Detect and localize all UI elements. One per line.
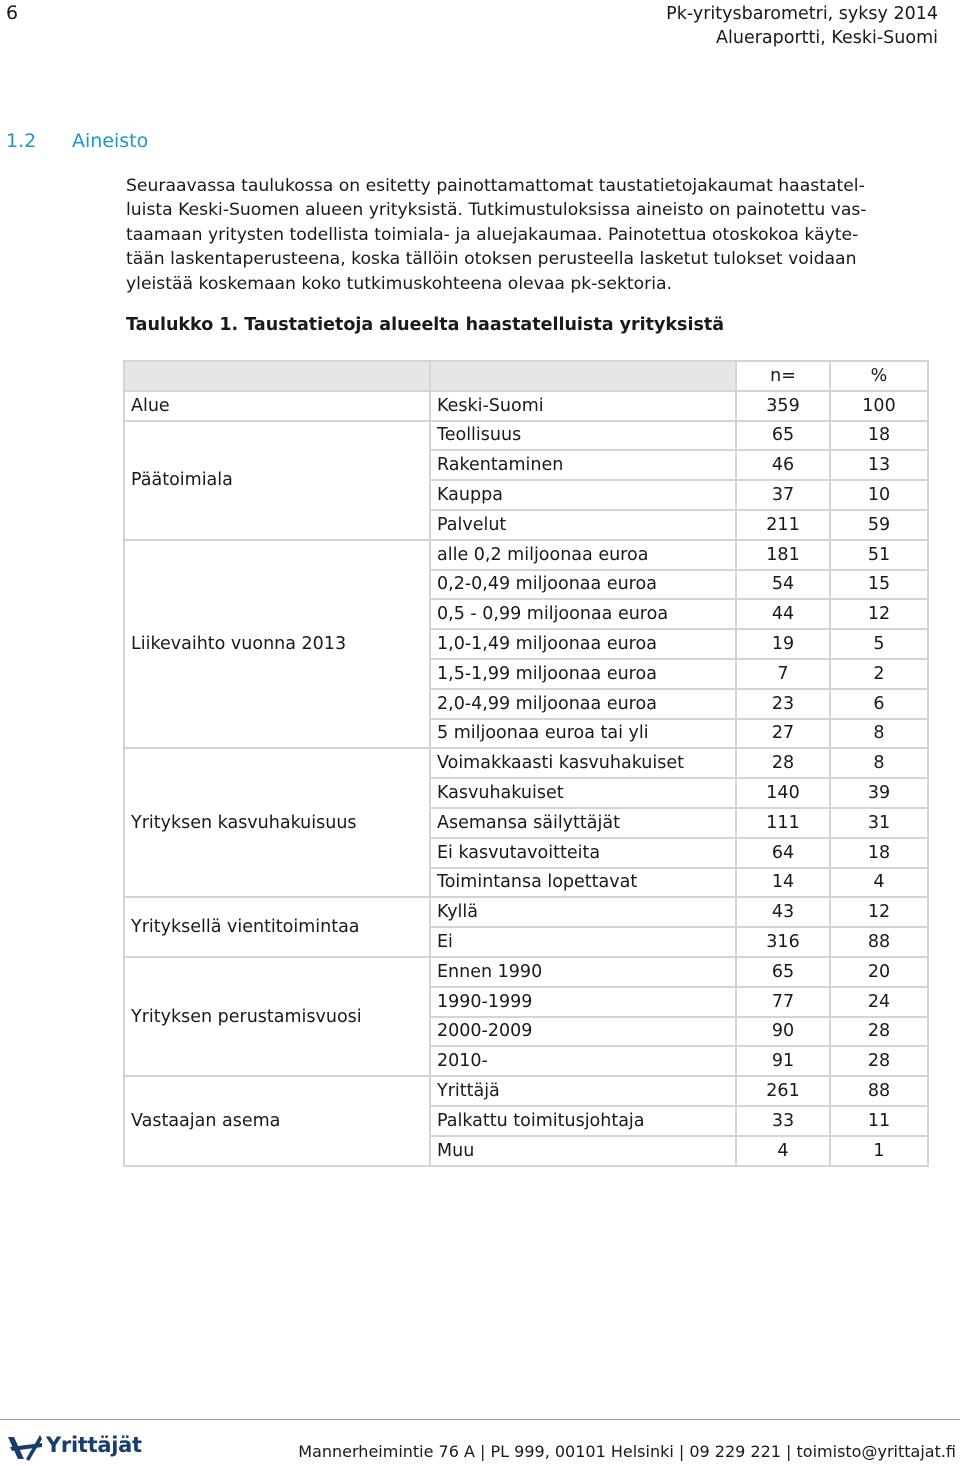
section-title: Aineisto	[72, 130, 149, 152]
page-number: 6	[6, 2, 19, 24]
percent-cell: 18	[830, 421, 928, 451]
n-cell: 4	[736, 1136, 830, 1166]
percent-cell: 28	[830, 1017, 928, 1047]
logo-text: Yrittäjät	[46, 1433, 142, 1457]
percent-cell: 5	[830, 629, 928, 659]
item-cell: Palvelut	[430, 510, 736, 540]
n-cell: 91	[736, 1046, 830, 1076]
item-cell: Asemansa säilyttäjät	[430, 808, 736, 838]
n-cell: 33	[736, 1106, 830, 1136]
intro-paragraph	[126, 174, 946, 296]
column-header-percent: %	[830, 361, 928, 391]
item-cell: 2,0-4,99 miljoonaa euroa	[430, 689, 736, 719]
group-label: Yrityksen perustamisvuosi	[124, 957, 430, 1076]
percent-cell: 2	[830, 659, 928, 689]
section-heading	[6, 130, 148, 152]
n-cell: 46	[736, 450, 830, 480]
percent-cell: 12	[830, 599, 928, 629]
group-label: Yrityksen kasvuhakuisuus	[124, 748, 430, 897]
n-cell: 28	[736, 748, 830, 778]
yrittajat-logo	[6, 1431, 142, 1465]
item-cell: 1,5-1,99 miljoonaa euroa	[430, 659, 736, 689]
table-row	[124, 1076, 928, 1106]
n-cell: 359	[736, 391, 830, 421]
background-data-table	[123, 360, 929, 1167]
header-empty-cell	[430, 361, 736, 391]
n-cell: 65	[736, 421, 830, 451]
n-cell: 65	[736, 957, 830, 987]
percent-cell: 12	[830, 897, 928, 927]
percent-cell: 31	[830, 808, 928, 838]
intro-line: taamaan yritysten todellista toimiala- ja aluejakaumaa. Painotettua otoskokoa käyte-	[126, 224, 859, 245]
percent-cell: 88	[830, 1076, 928, 1106]
percent-cell: 18	[830, 838, 928, 868]
n-cell: 7	[736, 659, 830, 689]
table-row	[124, 957, 928, 987]
percent-cell: 8	[830, 748, 928, 778]
n-cell: 211	[736, 510, 830, 540]
n-cell: 27	[736, 719, 830, 749]
item-cell: 2000-2009	[430, 1017, 736, 1047]
header-empty-cell	[124, 361, 430, 391]
percent-cell: 6	[830, 689, 928, 719]
finnish-flag-mark-icon	[6, 1431, 44, 1465]
n-cell: 37	[736, 480, 830, 510]
percent-cell: 59	[830, 510, 928, 540]
item-cell: 1990-1999	[430, 987, 736, 1017]
item-cell: alle 0,2 miljoonaa euroa	[430, 540, 736, 570]
n-cell: 181	[736, 540, 830, 570]
intro-line: luista Keski-Suomen alueen yrityksistä. Tutkimustuloksissa aineisto on painotettu vas-	[126, 200, 867, 221]
footer-contact: Mannerheimintie 76 A | PL 999, 00101 Helsinki | 09 229 221 | toimisto@yrittajat.fi	[298, 1442, 956, 1461]
table-header-row	[124, 361, 928, 391]
table-row	[124, 540, 928, 570]
item-cell: 2010-	[430, 1046, 736, 1076]
item-cell: 0,5 - 0,99 miljoonaa euroa	[430, 599, 736, 629]
group-label: Alue	[124, 391, 430, 421]
percent-cell: 11	[830, 1106, 928, 1136]
item-cell: Rakentaminen	[430, 450, 736, 480]
item-cell: Keski-Suomi	[430, 391, 736, 421]
percent-cell: 51	[830, 540, 928, 570]
item-cell: Kasvuhakuiset	[430, 778, 736, 808]
percent-cell: 15	[830, 570, 928, 600]
n-cell: 140	[736, 778, 830, 808]
item-cell: 5 miljoonaa euroa tai yli	[430, 719, 736, 749]
table-row	[124, 897, 928, 927]
percent-cell: 39	[830, 778, 928, 808]
intro-line: yleistää koskemaan koko tutkimuskohteena olevaa pk-sektoria.	[126, 273, 673, 294]
table-caption: Taulukko 1. Taustatietoja alueelta haastatelluista yrityksistä	[126, 315, 725, 335]
item-cell: Ei kasvutavoitteita	[430, 838, 736, 868]
footer-divider	[0, 1419, 960, 1420]
item-cell: Yrittäjä	[430, 1076, 736, 1106]
percent-cell: 1	[830, 1136, 928, 1166]
item-cell: Kyllä	[430, 897, 736, 927]
percent-cell: 88	[830, 927, 928, 957]
table-row	[124, 391, 928, 421]
item-cell: Kauppa	[430, 480, 736, 510]
n-cell: 316	[736, 927, 830, 957]
group-label: Päätoimiala	[124, 421, 430, 540]
n-cell: 64	[736, 838, 830, 868]
table-row	[124, 421, 928, 451]
n-cell: 54	[736, 570, 830, 600]
percent-cell: 24	[830, 987, 928, 1017]
item-cell: Palkattu toimitusjohtaja	[430, 1106, 736, 1136]
item-cell: Ei	[430, 927, 736, 957]
percent-cell: 28	[830, 1046, 928, 1076]
percent-cell: 10	[830, 480, 928, 510]
group-label: Vastaajan asema	[124, 1076, 430, 1165]
item-cell: Voimakkaasti kasvuhakuiset	[430, 748, 736, 778]
percent-cell: 4	[830, 868, 928, 898]
n-cell: 43	[736, 897, 830, 927]
group-label: Liikevaihto vuonna 2013	[124, 540, 430, 749]
percent-cell: 100	[830, 391, 928, 421]
item-cell: Teollisuus	[430, 421, 736, 451]
n-cell: 23	[736, 689, 830, 719]
n-cell: 90	[736, 1017, 830, 1047]
section-number: 1.2	[6, 130, 37, 152]
table-row	[124, 748, 928, 778]
n-cell: 14	[736, 868, 830, 898]
intro-line: tään laskentaperusteena, koska tällöin otoksen perusteella lasketut tulokset voidaan	[126, 249, 857, 270]
report-subtitle: Alueraportti, Keski-Suomi	[716, 28, 938, 48]
report-title: Pk-yritysbarometri, syksy 2014	[666, 4, 938, 24]
item-cell: 0,2-0,49 miljoonaa euroa	[430, 570, 736, 600]
n-cell: 44	[736, 599, 830, 629]
n-cell: 77	[736, 987, 830, 1017]
column-header-n: n=	[736, 361, 830, 391]
group-label: Yrityksellä vientitoimintaa	[124, 897, 430, 957]
item-cell: Toimintansa lopettavat	[430, 868, 736, 898]
item-cell: Muu	[430, 1136, 736, 1166]
n-cell: 261	[736, 1076, 830, 1106]
percent-cell: 20	[830, 957, 928, 987]
item-cell: 1,0-1,49 miljoonaa euroa	[430, 629, 736, 659]
percent-cell: 13	[830, 450, 928, 480]
percent-cell: 8	[830, 719, 928, 749]
n-cell: 19	[736, 629, 830, 659]
intro-line: Seuraavassa taulukossa on esitetty painottamattomat taustatietojakaumat haastatel-	[126, 176, 865, 196]
item-cell: Ennen 1990	[430, 957, 736, 987]
report-header	[666, 2, 938, 50]
n-cell: 111	[736, 808, 830, 838]
